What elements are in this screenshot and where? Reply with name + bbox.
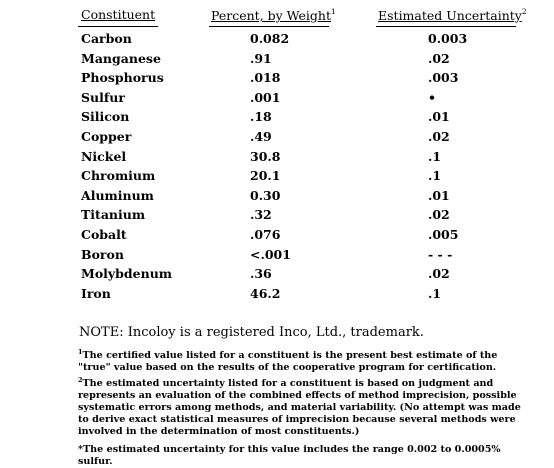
table-row xyxy=(0,88,554,108)
percent-weight-cell: .18 xyxy=(250,109,272,125)
footnote-1 xyxy=(78,346,526,374)
percent-weight-cell: 0.30 xyxy=(250,187,281,203)
constituent-name-cell: Nickel xyxy=(81,148,127,164)
table-row xyxy=(0,29,554,49)
percent-weight-cell: .91 xyxy=(250,50,272,66)
constituent-name-cell: Carbon xyxy=(81,31,132,46)
table-row xyxy=(0,225,554,245)
percent-weight-cell: .32 xyxy=(250,207,272,223)
header-uncertainty-label: Estimated Uncertainty xyxy=(378,8,522,23)
constituent-name-cell: Sulfur xyxy=(81,89,125,105)
header-rule-percent xyxy=(209,26,329,27)
footnote-2-mark: 2 xyxy=(78,376,83,384)
table-row xyxy=(0,205,554,225)
uncertainty-cell: .02 xyxy=(428,266,450,282)
percent-weight-cell: <.001 xyxy=(250,246,291,262)
uncertainty-cell: .02 xyxy=(428,50,450,66)
uncertainty-cell: .1 xyxy=(428,285,442,301)
constituent-name-cell: Titanium xyxy=(81,207,146,223)
percent-weight-cell: .018 xyxy=(250,70,281,86)
footnote-3-mark: * xyxy=(78,444,84,455)
uncertainty-cell: .02 xyxy=(428,128,450,144)
constituent-name-cell: Molybdenum xyxy=(81,266,173,282)
table-row xyxy=(0,245,554,265)
footnote-2-text: The estimated uncertainty listed for a constituent is based on judgment and represents an evaluation of the combined effects of method imprecision, possible systematic errors among methods, and material variability. (No attempt was made to derive exact statistical measures of imprecision because several methods were involved in the determination of most constituents.) xyxy=(78,378,521,437)
constituent-name-cell: Boron xyxy=(81,246,124,262)
uncertainty-cell: .01 xyxy=(428,109,450,125)
footnote-3 xyxy=(78,444,526,468)
table-row xyxy=(0,264,554,284)
footnote-ref-2: 2 xyxy=(521,7,527,16)
uncertainty-cell: .003 xyxy=(428,70,459,86)
uncertainty-cell: 0.003 xyxy=(428,31,468,46)
footnote-3-text: The estimated uncertainty for this value includes the range 0.002 to 0.0005% sulfur. xyxy=(78,444,501,467)
uncertainty-cell: • xyxy=(428,89,436,105)
header-percent xyxy=(211,7,336,23)
constituent-name-cell: Iron xyxy=(81,285,111,301)
uncertainty-cell: .01 xyxy=(428,187,450,203)
table-row xyxy=(0,49,554,69)
footnote-1-text: The certified value listed for a constituent is the present best estimate of the "true" value based on the results of the cooperative program for certification. xyxy=(78,350,498,373)
percent-weight-cell: 20.1 xyxy=(250,168,281,184)
header-rule-constituent xyxy=(78,26,158,27)
percent-weight-cell: .001 xyxy=(250,89,281,105)
constituent-name-cell: Silicon xyxy=(81,109,130,125)
header-percent-label: Percent, by Weight xyxy=(211,8,331,23)
percent-weight-cell: 46.2 xyxy=(250,285,281,301)
table-row xyxy=(0,68,554,88)
percent-weight-cell: 30.8 xyxy=(250,148,281,164)
table-row xyxy=(0,166,554,186)
header-uncertainty xyxy=(378,7,527,23)
table-row xyxy=(0,127,554,147)
footnote-2 xyxy=(78,374,526,438)
constituent-name-cell: Copper xyxy=(81,128,132,144)
trademark-note: NOTE: Incoloy is a registered Inco, Ltd., trademark. xyxy=(79,325,424,340)
percent-weight-cell: .49 xyxy=(250,128,272,144)
constituent-name-cell: Aluminum xyxy=(81,187,154,203)
constituent-table-body xyxy=(0,29,554,303)
percent-weight-cell: 0.082 xyxy=(250,31,290,46)
table-row xyxy=(0,284,554,304)
constituent-name-cell: Chromium xyxy=(81,168,156,184)
uncertainty-cell: .1 xyxy=(428,168,442,184)
footnote-ref-1: 1 xyxy=(330,7,336,16)
table-row xyxy=(0,147,554,167)
header-rule-uncertainty xyxy=(376,26,516,27)
constituent-name-cell: Cobalt xyxy=(81,226,127,242)
constituent-name-cell: Manganese xyxy=(81,50,161,66)
table-row xyxy=(0,186,554,206)
table-row xyxy=(0,107,554,127)
percent-weight-cell: .36 xyxy=(250,266,272,282)
percent-weight-cell: .076 xyxy=(250,226,281,242)
header-constituent xyxy=(81,7,155,22)
uncertainty-cell: .1 xyxy=(428,148,442,164)
constituent-name-cell: Phosphorus xyxy=(81,70,164,86)
uncertainty-cell: .02 xyxy=(428,207,450,223)
uncertainty-cell: - - - xyxy=(428,246,453,262)
header-constituent-label: Constituent xyxy=(81,7,156,22)
uncertainty-cell: .005 xyxy=(428,226,459,242)
footnote-1-mark: 1 xyxy=(78,348,83,356)
